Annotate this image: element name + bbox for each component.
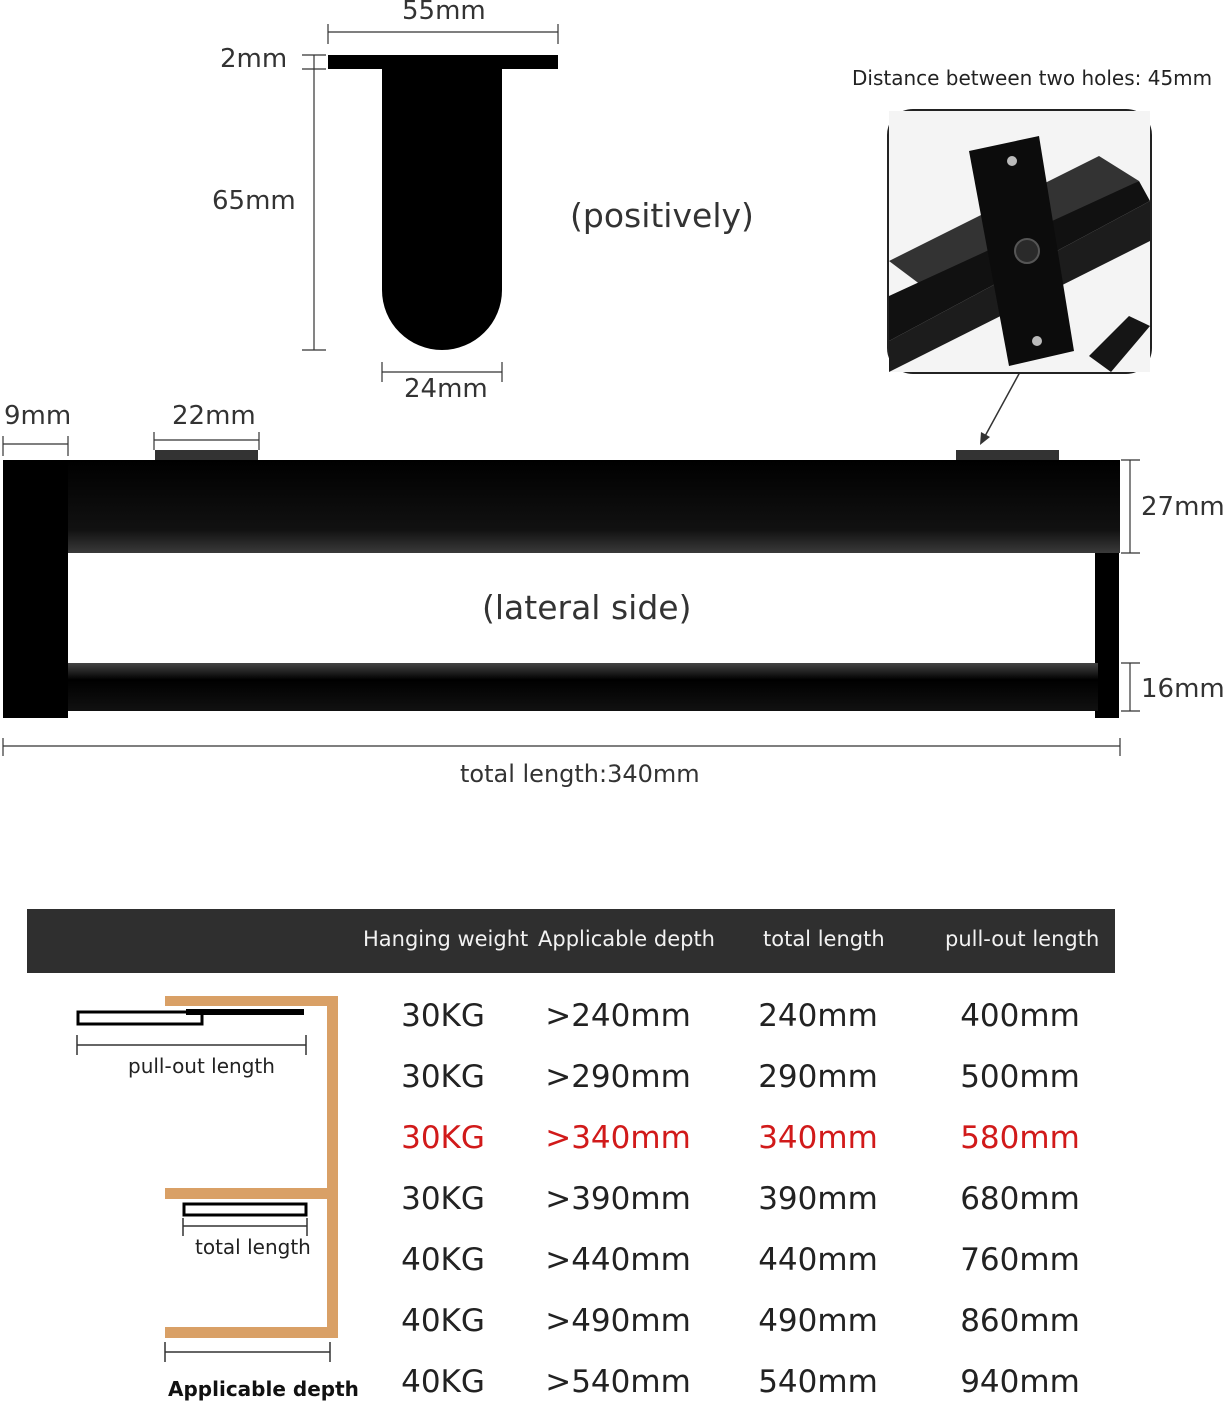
pull-out-cell: 500mm [960, 1059, 1080, 1095]
pull-out-cell: 760mm [960, 1242, 1080, 1278]
height-label: 65mm [212, 186, 296, 216]
total-length-cell: 340mm [758, 1120, 878, 1156]
depth-cell: >440mm [545, 1242, 691, 1278]
cabinet-diagram [77, 996, 338, 1362]
total-length-cell: 490mm [758, 1303, 878, 1339]
right-post [1095, 553, 1119, 718]
pull-out-cell: 580mm [960, 1120, 1080, 1156]
hole-distance-label: Distance between two holes: 45mm [852, 66, 1213, 90]
total-length-label: total length:340mm [460, 760, 700, 788]
total-length-cell: 390mm [758, 1181, 878, 1217]
top-bar [68, 460, 1120, 553]
plate-width-label: 22mm [172, 401, 256, 431]
weight-cell: 30KG [401, 1120, 485, 1156]
depth-cell: >240mm [545, 998, 691, 1034]
pull-out-cell: 400mm [960, 998, 1080, 1034]
depth-cell: >390mm [545, 1181, 691, 1217]
depth-cell: >540mm [545, 1364, 691, 1400]
top-bar-height-label: 27mm [1141, 492, 1225, 522]
width-top-label: 55mm [402, 0, 486, 26]
weight-cell: 40KG [401, 1364, 485, 1400]
header-applicable-depth: Applicable depth [538, 927, 715, 951]
plate-thickness-label: 2mm [220, 44, 288, 74]
top-plate-left [155, 450, 258, 460]
total-length-cell: 540mm [758, 1364, 878, 1400]
end-cap [3, 460, 68, 718]
spec-table-header [27, 909, 1115, 973]
arrow-icon [980, 432, 990, 445]
applicable-depth-label: Applicable depth [168, 1377, 359, 1401]
header-pull-out-length: pull-out length [945, 927, 1100, 951]
total-length-cell: 440mm [758, 1242, 878, 1278]
header-hanging-weight: Hanging weight [363, 927, 529, 951]
bracket-body [382, 69, 502, 350]
total-length-diagram-label: total length [195, 1235, 311, 1259]
top-plate-right [956, 450, 1059, 460]
mounting-plate-photo [887, 109, 1152, 374]
weight-cell: 40KG [401, 1242, 485, 1278]
pull-out-length-label: pull-out length [128, 1054, 275, 1078]
depth-cell: >340mm [545, 1120, 691, 1156]
end-width-label: 9mm [4, 401, 72, 431]
weight-cell: 30KG [401, 1059, 485, 1095]
weight-cell: 30KG [401, 1181, 485, 1217]
mount-plate [328, 55, 558, 69]
side-view-caption: (lateral side) [482, 588, 692, 627]
weight-cell: 30KG [401, 998, 485, 1034]
pull-out-cell: 860mm [960, 1303, 1080, 1339]
width-bottom-label: 24mm [404, 374, 488, 404]
pull-out-cell: 680mm [960, 1181, 1080, 1217]
bottom-bar-height-label: 16mm [1141, 674, 1225, 704]
bottom-bar [68, 663, 1098, 711]
pull-out-cell: 940mm [960, 1364, 1080, 1400]
total-length-cell: 290mm [758, 1059, 878, 1095]
depth-cell: >490mm [545, 1303, 691, 1339]
header-total-length: total length [763, 927, 885, 951]
front-view-caption: (positively) [570, 196, 754, 235]
weight-cell: 40KG [401, 1303, 485, 1339]
depth-cell: >290mm [545, 1059, 691, 1095]
total-length-cell: 240mm [758, 998, 878, 1034]
